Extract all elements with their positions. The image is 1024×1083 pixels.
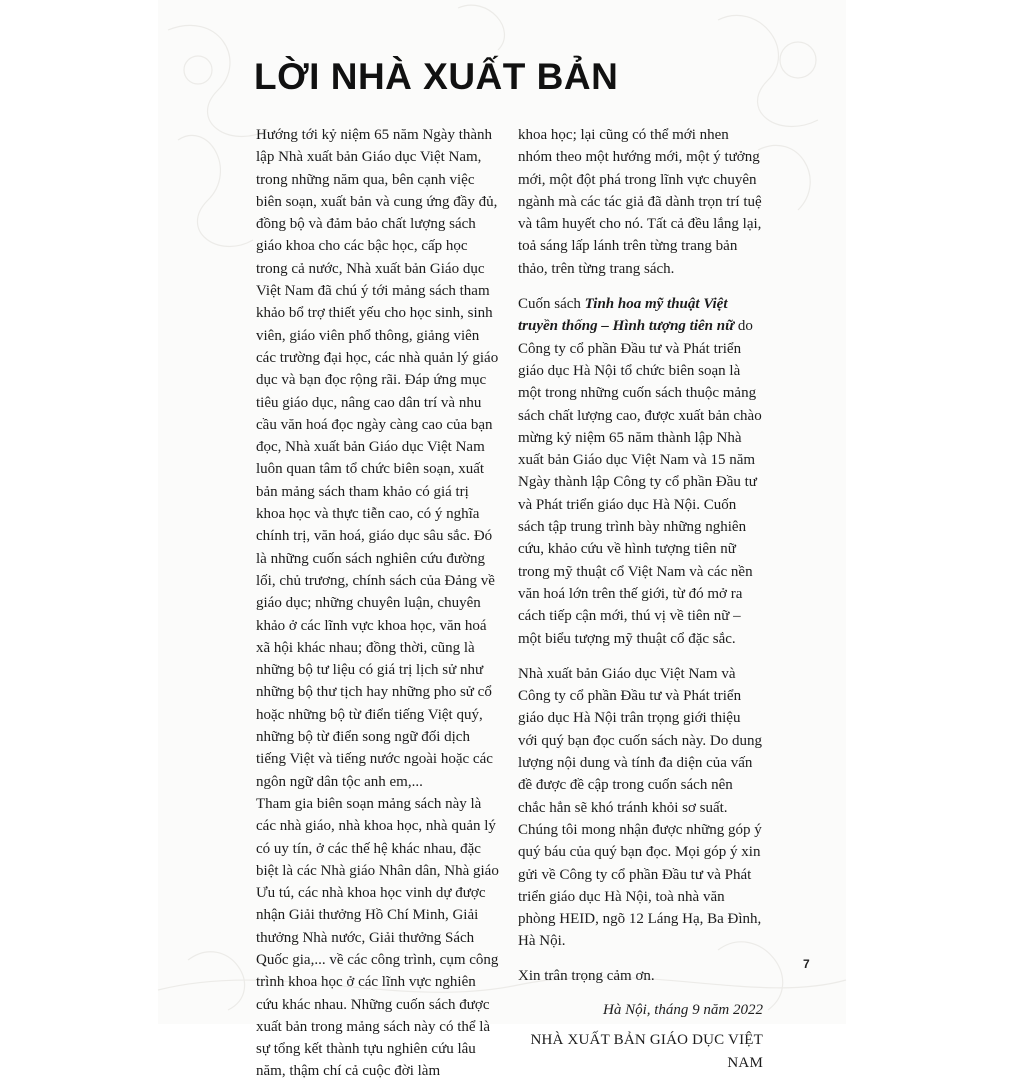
place-date: Hà Nội, tháng 9 năm 2022 [602,1001,763,1018]
book-intro-paragraph [518,293,763,650]
book-page [158,0,846,1080]
thanks-line: Xin trân trọng cảm ơn. [518,967,655,984]
authors-paragraph: Tham gia biên soạn mảng sách này là các nhà giáo, nhà khoa học, nhà quản lý có uy tín, ở các thế hệ khác nhau, đặc biệt là các Nhà giáo Nhân dân, Nhà giáo Ưu tú, các nhà khoa học vinh dự được nhận Giải thưởng Hồ Chí Minh, Giải thưởng Nhà nước, Giải thưởng Sách Quốc gia,... về các công trình, cụm công trình khoa học ở các lĩnh vực nghiên cứu khác nhau. Những cuốn sách được xuất bản trong mảng sách này có thể là sự tổng kết thành tựu nghiên cứu lâu năm, thậm chí cả cuộc đời làm [256,795,499,1080]
page-number: 7 [803,957,810,971]
continuation-paragraph: khoa học; lại cũng có thể mới nhen nhóm theo một hướng mới, một ý tưởng mới, một đột phá trong lĩnh vực chuyên ngành mà các tác giả đã dành trọn trí tuệ và tâm huyết cho nó. Tất cả đều lắng lại, toả sáng lấp lánh trên từng trang bản thảo, trên từng trang sách. [518,127,762,277]
left-column [256,124,501,1083]
right-column [518,124,763,1074]
feedback-paragraph: Nhà xuất bản Giáo dục Việt Nam và Công ty cổ phần Đầu tư và Phát triển giáo dục Hà Nội trân trọng giới thiệu với quý bạn đọc cuốn sách này. Do dung lượng nội dung và tính đa diện của vấn đề được đề cập trong cuốn sách nên chắc hẳn sẽ khó tránh khỏi sơ suất. Chúng tôi mong nhận được những góp ý quý báu của quý bạn đọc. Mọi góp ý xin gửi về Công ty cổ phần Đầu tư và Phát triển giáo dục Hà Nội, toà nhà văn phòng HEID, ngõ 12 Láng Hạ, Ba Đình, Hà Nội. [518,665,762,950]
book-intro-prefix: Cuốn sách [518,296,585,313]
intro-paragraph: Hướng tới kỷ niệm 65 năm Ngày thành lập Nhà xuất bản Giáo dục Việt Nam, trong những năm qua, bên cạnh việc biên soạn, xuất bản và cung ứng đầy đủ, đồng bộ và đảm bảo chất lượng sách giáo khoa cho các bậc học, cấp học trong cả nước, Nhà xuất bản Giáo dục Việt Nam đã chú ý tới mảng sách tham khảo bổ trợ thiết yếu cho học sinh, sinh viên, giáo viên phổ thông, giảng viên các trường đại học, các nhà quản lý giáo dục và bạn đọc rộng rãi. Đáp ứng mục tiêu giáo dục, nâng cao dân trí và nhu cầu văn hoá đọc ngày càng cao của bạn đọc, Nhà xuất bản Giáo dục Việt Nam luôn quan tâm tổ chức biên soạn, xuất bản mảng sách tham khảo có giá trị khoa học và thực tiễn cao, có ý nghĩa chính trị, văn hoá, giáo dục sâu sắc. Đó là những cuốn sách nghiên cứu đường lối, chủ trương, chính sách của Đảng về giáo dục; những chuyên luận, chuyên khảo ở các lĩnh vực khoa học, văn hoá xã hội khác nhau; đồng thời, cũng là những bộ tư liệu có giá trị lịch sử như những bộ thư tịch hay những pho sử cổ hoặc những bộ từ điển tiếng Việt quý, những bộ từ điển song ngữ đối dịch tiếng Việt và tiếng nước ngoài hoặc các ngôn ngữ dân tộc anh em,... [256,127,499,790]
book-intro-suffix: do Công ty cổ phần Đầu tư và Phát triển giáo dục Hà Nội tổ chức biên soạn là một trong những cuốn sách thuộc mảng sách chất lượng cao, được xuất bản chào mừng kỷ niệm 65 năm thành lập Nhà xuất bản Giáo dục Việt Nam và 15 năm Ngày thành lập Công ty cổ phần Đầu tư và Phát triển giáo dục Hà Nội. Cuốn sách tập trung trình bày những nghiên cứu, khảo cứu về hình tượng tiên nữ trong mỹ thuật cổ Việt Nam và các nền văn hoá lớn trên thế giới, từ đó mở ra cách tiếp cận mới, thú vị về tiên nữ – một biểu tượng mỹ thuật cổ đặc sắc. [518,318,762,647]
publisher-signature: NHÀ XUẤT BẢN GIÁO DỤC VIỆT NAM [530,1032,763,1071]
page-title: LỜI NHÀ XUẤT BẢN [254,56,619,97]
book-title: Tinh hoa mỹ thuật Việt truyền thống – Hình tượng tiên nữ [518,296,735,335]
